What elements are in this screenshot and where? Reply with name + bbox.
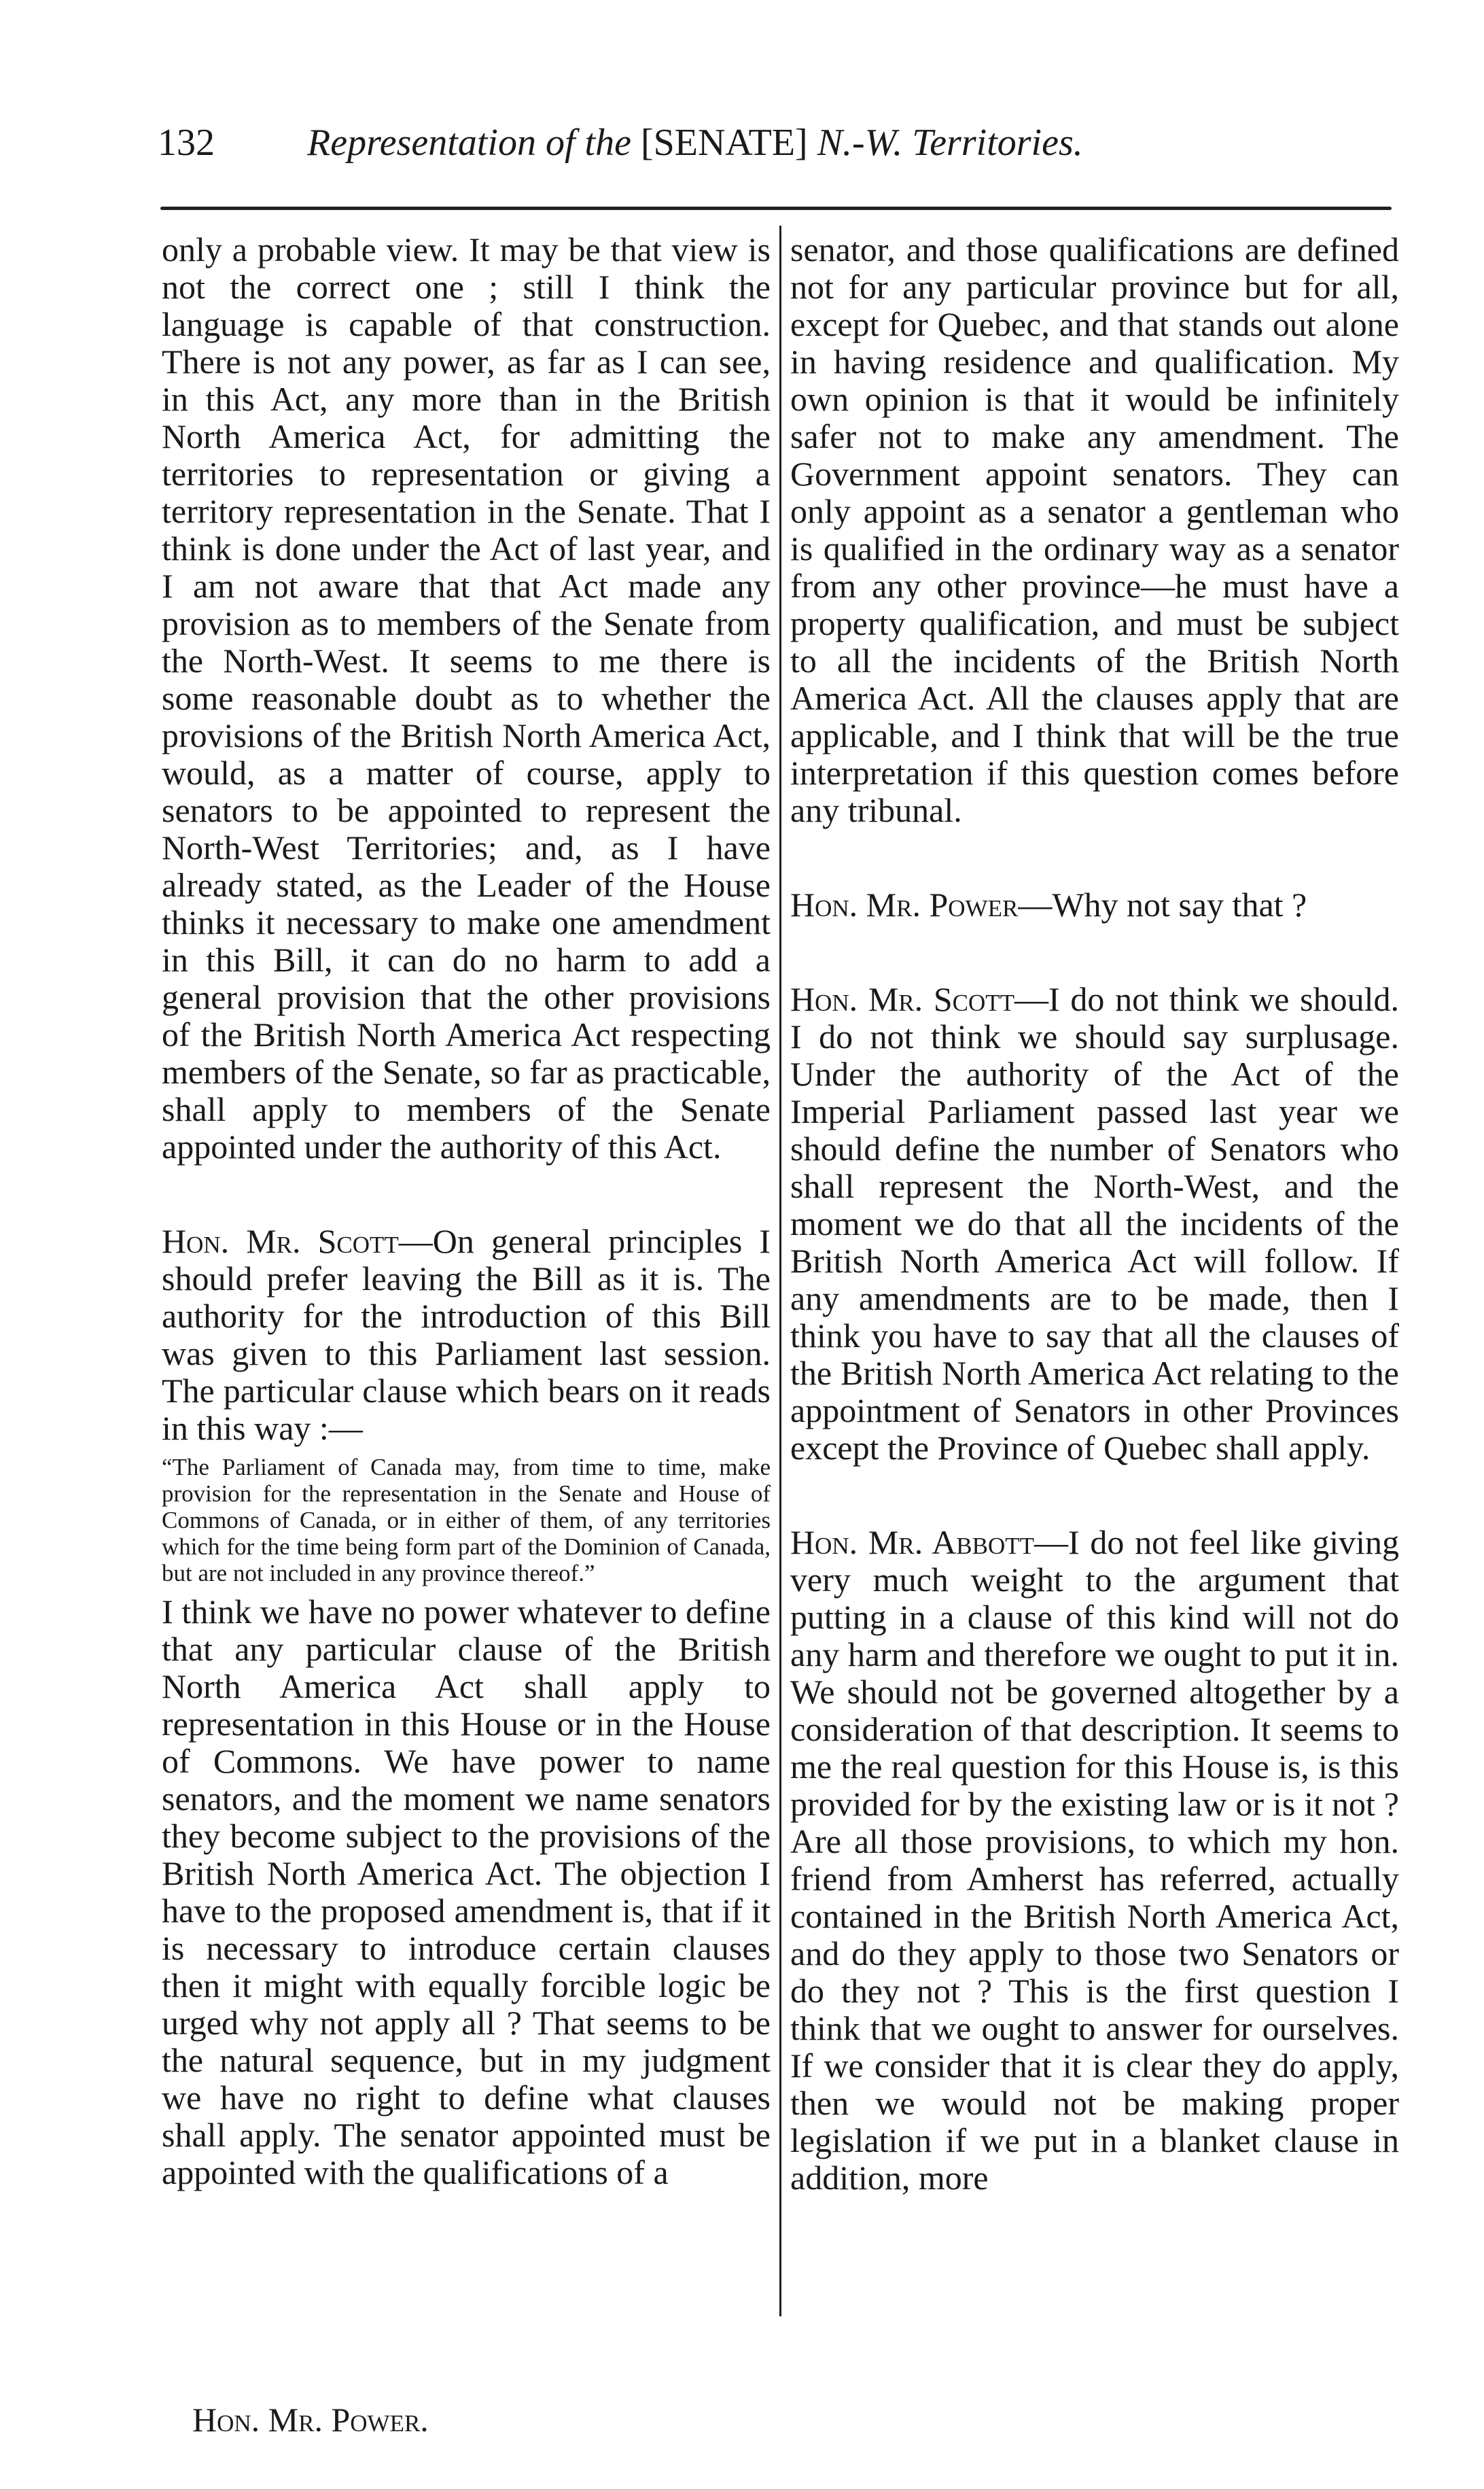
speech-text: —I do not feel like giving very much weight to the argument that putting in a clause of this kind will not do any harm and therefore we ought to put it in. We should not be governed altogether by a consideration of that description. It seems to me the real question for this House is, is this provided for by the existing law or is it not ? Are all those provisions, to which my hon. friend from Amherst has referred, actually contained in the British North America Act, and do they apply to those two Senators or do they not ? This is the first question I think that we ought to answer for ourselves. If we consider that it is clear they do apply, then we would not be making proper legislation if we put in a blanket clause in addition, more (790, 1523, 1399, 2197)
speech-paragraph (790, 1524, 1399, 2197)
header-rule (160, 207, 1392, 210)
running-title (307, 114, 1083, 171)
speaker-name: Hon. Mr. Power (790, 886, 1019, 924)
paragraph: only a probable view. It may be that view is not the correct one ; still I think the language is capable of that construction. There is not any power, as far as I can see, in this Act, any more than in the British North America Act, for admitting the territories to representation or giving a territory representation in the Senate. That I think is done under the Act of last year, and I am not aware that that Act made any provision as to members of the Senate from the North-West. It seems to me there is some reasonable doubt as to whether the provisions of the British North America Act, would, as a matter of course, apply to senators to be appointed to represent the North-West Territories; and, as I have already stated, as the Leader of the House thinks it necessary to make one amendment in this Bill, it can do no harm to add a general provision that the other provisions of the British North America Act respecting members of the Senate, so far as practicable, shall apply to members of the Senate appointed under the authority of this Act. (162, 230, 771, 1166)
speech-text: —I do not think we should. I do not think we should say surplusage. Under the authority of the Act of the Imperial Parliament passed last year we should define the number of Senators who shall represent the North-West, and the moment we do that all the incidents of the British North America Act will follow. If any amendments are to be made, then I think you have to say that all the clauses of the British North America Act relating to the appointment of Senators in other Provinces except the Province of Quebec shall apply. (790, 980, 1399, 1467)
chamber-label: [SENATE] (640, 122, 808, 164)
left-column (162, 231, 771, 2191)
speaker-name: Hon. Mr. Scott (162, 1222, 399, 1260)
column-divider (779, 226, 781, 2316)
speech-paragraph (162, 1223, 771, 1447)
paragraph: I think we have no power whatever to define that any particular clause of the British North America Act shall apply to representation in this House or in the House of Commons. We have power to name senators, and the moment we name senators they become subject to the provisions of the British North America Act. The objection I have to the proposed amendment is, that if it is necessary to introduce certain clauses then it might with equally forcible logic be urged why not apply all ? That seems to be the natural sequence, but in my judgment we have no right to define what clauses shall apply. The senator appointed must be appointed with the qualifications of a (162, 1592, 771, 2191)
speech-paragraph (790, 981, 1399, 1467)
running-header (158, 114, 1394, 171)
right-column (790, 231, 1399, 2197)
speaker-name: Hon. Mr. Abbott (790, 1523, 1035, 1561)
page-number: 132 (158, 122, 215, 164)
speech-text: —Why not say that ? (1018, 886, 1307, 924)
speaker-name: Hon. Mr. Scott (790, 980, 1015, 1018)
speech-text: —On general principles I should prefer leaving the Bill as it is. The authority for the introduction of this Bill was given to this Parliament last session. The particular clause which bears on it reads in this way :— (162, 1222, 771, 1447)
speech-paragraph (790, 886, 1399, 924)
paragraph: senator, and those qualifications are defined not for any particular province but for all, except for Quebec, and that stands out alone in having residence and qualification. My own opinion is that it would be infinitely safer not to make any amendment. The Government appoint senators. They can only appoint as a senator a gentleman who is qualified in the ordinary way as a senator from any other province—he must have a property qualification, and must be subject to all the incidents of the British North America Act. All the clauses apply that are applicable, and I think that will be the true interpretation if this question comes before any tribunal. (790, 230, 1399, 829)
title-prefix: Representation of the (307, 122, 631, 164)
title-suffix: N.-W. Territories. (817, 122, 1083, 164)
block-quote (162, 1454, 771, 1586)
quote-text: “The Parliament of Canada may, from time to time, make provision for the representation in the Senate and House of Commons of Canada, or in either of them, of any territories which for the time being form part of the Dominion of Canada, but are not included in any province thereof.” (162, 1454, 771, 1586)
footer-speaker: Hon. Mr. Power. (192, 2401, 429, 2439)
